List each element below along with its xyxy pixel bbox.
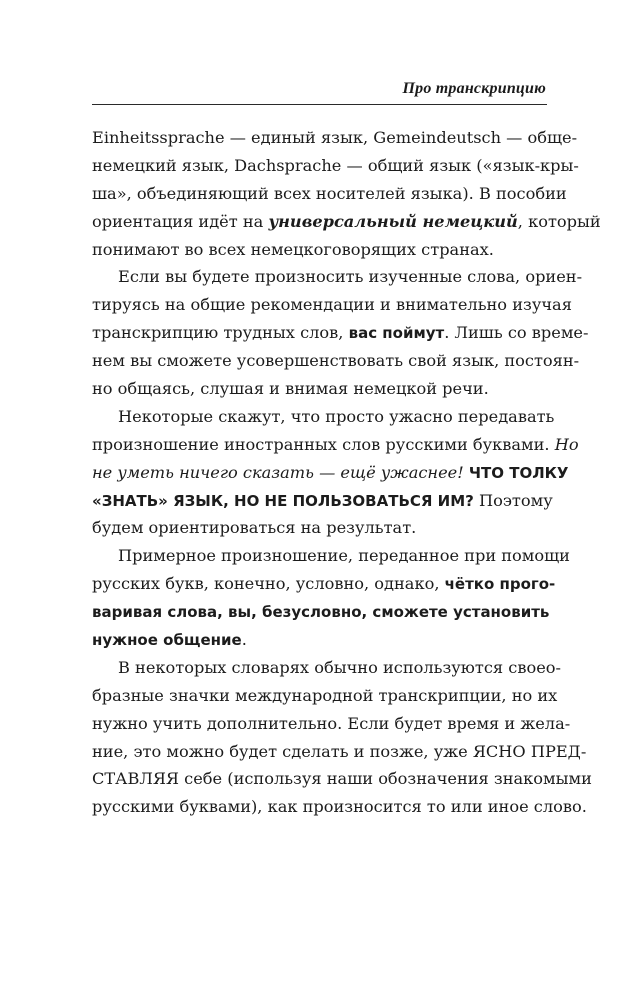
plain-text: произношение иностранных слов русскими буквами. bbox=[92, 434, 555, 454]
plain-text: Если вы будете произносить изученные слова, ориен- bbox=[118, 267, 583, 287]
text-line bbox=[92, 431, 579, 459]
text-line bbox=[92, 375, 547, 403]
plain-text: русских букв, конечно, условно, однако, bbox=[92, 574, 445, 594]
text-line bbox=[92, 180, 567, 208]
text-line bbox=[92, 403, 555, 431]
text-line bbox=[92, 459, 569, 487]
text-line bbox=[92, 654, 561, 682]
plain-text: Некоторые скажут, что просто ужасно передавать bbox=[118, 406, 555, 426]
text-line bbox=[92, 347, 580, 375]
text-line bbox=[92, 319, 589, 347]
plain-text: Einheitssprache — единый язык, Gemeindeutsch — обще- bbox=[92, 128, 578, 147]
text-line bbox=[92, 542, 570, 570]
text-line bbox=[92, 793, 587, 821]
running-head: Про транскрипцию bbox=[402, 80, 546, 97]
text-line bbox=[92, 765, 592, 793]
text-line bbox=[92, 124, 578, 152]
body-text bbox=[92, 124, 601, 821]
emphasis-text: не уметь ничего сказать — ещё ужаснее! bbox=[92, 462, 464, 482]
text-line bbox=[92, 570, 556, 598]
plain-text: . bbox=[241, 630, 247, 650]
text-line bbox=[92, 291, 572, 319]
plain-text: ориентация идёт на bbox=[92, 211, 269, 231]
text-line bbox=[92, 208, 601, 236]
text-line bbox=[92, 263, 583, 291]
emphasis-text: универсальный немецкий bbox=[268, 211, 518, 231]
emphasis-text: «ЗНАТЬ» ЯЗЫК, НО НЕ ПОЛЬЗОВАТЬСЯ ИМ? bbox=[92, 491, 474, 510]
emphasis-text: вас поймут bbox=[348, 324, 445, 343]
emphasis-text: ЧТО ТОЛКУ bbox=[468, 463, 569, 482]
plain-text: СТАВЛЯЯ себе (используя наши обозначения знакомыми bbox=[92, 769, 592, 789]
plain-text: ша», объединяющий всех носителей языка). В пособии bbox=[92, 183, 567, 203]
text-line bbox=[92, 682, 558, 710]
plain-text: Примерное произношение, переданное при помощи bbox=[118, 546, 570, 566]
header-rule bbox=[92, 104, 547, 105]
text-line bbox=[92, 514, 547, 542]
plain-text: нужно учить дополнительно. Если будет время и жела- bbox=[92, 713, 571, 733]
plain-text: бразные значки международной транскрипции, но их bbox=[92, 685, 558, 705]
paragraph bbox=[92, 263, 589, 402]
plain-text: будем ориентироваться на результат. bbox=[92, 518, 417, 538]
text-line bbox=[92, 236, 547, 264]
plain-text: но общаясь, слушая и внимая немецкой речи. bbox=[92, 379, 489, 399]
plain-text: тируясь на общие рекомендации и внимательно изучая bbox=[92, 295, 572, 315]
emphasis-text: чётко прого- bbox=[444, 575, 556, 594]
text-line bbox=[92, 710, 571, 738]
text-line bbox=[92, 626, 547, 654]
paragraph bbox=[92, 124, 601, 263]
emphasis-text: нужное общение bbox=[92, 631, 242, 650]
emphasis-text: Но bbox=[554, 434, 579, 454]
plain-text: нем вы сможете усовершенствовать свой язык, постоян- bbox=[92, 351, 580, 371]
paragraph bbox=[92, 542, 570, 654]
plain-text: В некоторых словарях обычно используются своео- bbox=[118, 657, 561, 677]
text-line bbox=[92, 738, 587, 766]
text-line bbox=[92, 487, 553, 515]
plain-text: понимают во всех немецкоговорящих странах. bbox=[92, 239, 494, 259]
plain-text: немецкий язык, Dachsprache — общий язык («язык-кры- bbox=[92, 155, 579, 175]
plain-text: Поэтому bbox=[473, 490, 553, 510]
text-line bbox=[92, 152, 579, 180]
text-line bbox=[92, 598, 550, 626]
paragraph bbox=[92, 403, 579, 542]
plain-text: русскими буквами), как произносится то или иное слово. bbox=[92, 797, 587, 817]
paragraph bbox=[92, 654, 592, 821]
plain-text: . Лишь со време- bbox=[444, 323, 589, 343]
plain-text: , который bbox=[517, 211, 601, 231]
emphasis-text: варивая слова, вы, безусловно, сможете установить bbox=[92, 603, 550, 622]
plain-text: транскрипцию трудных слов, bbox=[92, 323, 349, 343]
plain-text: ние, это можно будет сделать и позже, уже ЯСНО ПРЕД- bbox=[92, 741, 587, 761]
